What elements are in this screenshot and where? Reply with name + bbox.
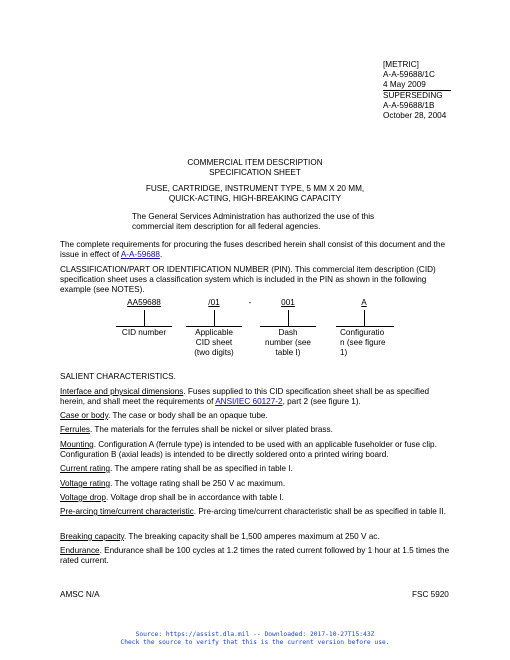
section-mounting (60, 440, 452, 460)
title-line-3: FUSE, CARTRIDGE, INSTRUMENT TYPE, 5 MM X 20 MM, (145, 184, 365, 193)
section-title: Pre-arcing time/current characteristic (60, 507, 194, 516)
authorization-line-2: commercial item description for all federal agencies. (132, 222, 321, 231)
section-text: . Fuses supplied to this CID specification sheet shall be as specified herein, and shall meet the requirements of (60, 387, 430, 406)
section-title: Mounting (60, 440, 94, 449)
authorization-line-1: The General Services Administration has authorized the use of this (132, 212, 375, 221)
label-dash-number (259, 328, 317, 358)
title-line-4: QUICK-ACTING, HIGH-BREAKING CAPACITY (168, 194, 342, 203)
previous-document-date: October 28, 2004 (383, 111, 447, 120)
connector (288, 310, 289, 326)
title-line-2: SPECIFICATION SHEET (209, 168, 301, 177)
pin-sheet: /01 (208, 298, 220, 307)
section-text: . Endurance shall be 100 cycles at 1.2 times the rated current followed by 1 hour at 1.5 times the rated current. (60, 546, 450, 565)
label-rule (116, 326, 172, 327)
section-title: Ferrules (60, 425, 91, 434)
ansi-iec-link[interactable]: ANSI/IEC 60127-2 (215, 397, 283, 406)
section-title: Breaking capacity (60, 532, 125, 541)
intro-end: . (160, 250, 163, 259)
source-line-2: Check the source to verify that this is the current version before use. (120, 638, 390, 646)
section-title: Voltage rating (60, 479, 111, 488)
fsc-label: FSC 5920 (412, 590, 449, 599)
previous-document-id: A-A-59688/1B (383, 101, 435, 110)
section-text: . Voltage drop shall be in accordance with table I. (105, 493, 284, 502)
section-voltage-drop (60, 493, 452, 503)
connector (144, 310, 145, 326)
section-interface (60, 387, 452, 407)
label-line: Dash (278, 328, 298, 337)
title-block (0, 158, 510, 204)
section-text: . The materials for the ferrules shall be nickel or silver plated brass. (90, 425, 333, 434)
section-text: . The breaking capacity shall be 1,500 amperes maximum at 250 V ac. (124, 532, 380, 541)
intro-text: The complete requirements for procuring the fuses described herein shall consist of this document and the issue in effect of (60, 240, 446, 259)
label-line: n (see figure (340, 338, 386, 347)
section-text: . The ampere rating shall be as specified in table I. (110, 464, 293, 473)
pin-diagram (0, 298, 510, 368)
label-configuration (338, 328, 398, 358)
section-text-end: , part 2 (see figure 1). (282, 397, 361, 406)
section-text: . The case or body shall be an opaque tube. (108, 411, 268, 420)
section-breaking-capacity (60, 532, 452, 542)
label-rule (260, 326, 316, 327)
pin-cid-number: AA59688 (127, 298, 161, 307)
label-line: table I) (275, 348, 301, 357)
section-title: Voltage drop (60, 493, 106, 502)
label-rule (336, 326, 394, 327)
salient-heading: SALIENT CHARACTERISTICS. (60, 372, 176, 381)
cid-link[interactable]: A-A-59688 (120, 250, 160, 259)
section-text: . Configuration A (ferrule type) is intended to be used with an applicable fuseholder or fuse clip. Configuration B (axial leads) is intended to be directly soldered onto a printed wiring board. (60, 440, 437, 459)
section-case (60, 411, 452, 421)
label-line: 1) (340, 348, 348, 357)
section-pre-arcing (60, 507, 452, 517)
section-title: Interface and physical dimensions (60, 387, 184, 396)
connector (364, 310, 365, 326)
connector (214, 310, 215, 326)
section-title: Case or body (60, 411, 109, 420)
section-text: . Pre-arcing time/current characteristic shall be as specified in table II. (193, 507, 446, 516)
section-current-rating (60, 464, 452, 474)
source-footer (0, 631, 510, 647)
label-line: Configuratio (340, 328, 385, 337)
section-text: . The voltage rating shall be 250 V ac maximum. (110, 479, 286, 488)
section-voltage-rating (60, 479, 452, 489)
label-rule (186, 326, 242, 327)
superseding-label: SUPERSEDING (383, 91, 443, 100)
amsc-label: AMSC N/A (60, 590, 100, 599)
section-endurance (60, 546, 452, 566)
label-cid-number (115, 328, 173, 338)
source-line-1: Source: https://assist.dla.mil -- Downloaded: 2017-10-27T15:43Z (135, 631, 375, 638)
label-line: (two digits) (194, 348, 234, 357)
label-line: CID number (121, 328, 167, 337)
intro-paragraph (60, 240, 452, 260)
pin-dash: - (248, 298, 252, 307)
label-line: Applicable (195, 328, 233, 337)
label-cid-sheet (185, 328, 243, 358)
classification-paragraph: CLASSIFICATION/PART OR IDENTIFICATION NUMBER (PIN). This commercial item description (CID) specification sheet uses a classification system which is included in the PIN as shown in the following example (see NOTES). (60, 265, 436, 294)
metric-label: [METRIC] (383, 60, 419, 69)
document-id: A-A-59688/1C (383, 70, 435, 79)
section-ferrules (60, 425, 452, 435)
authorization-statement (132, 212, 374, 232)
label-line: number (see (265, 338, 311, 347)
pin-dash-number: 001 (281, 298, 295, 307)
title-line-1: COMMERCIAL ITEM DESCRIPTION (187, 158, 323, 167)
pin-configuration: A (361, 298, 367, 307)
label-line: CID sheet (195, 338, 233, 347)
section-title: Current rating (60, 464, 111, 473)
document-header (383, 60, 451, 121)
document-date: 4 May 2009 (383, 80, 451, 91)
section-title: Endurance (60, 546, 100, 555)
